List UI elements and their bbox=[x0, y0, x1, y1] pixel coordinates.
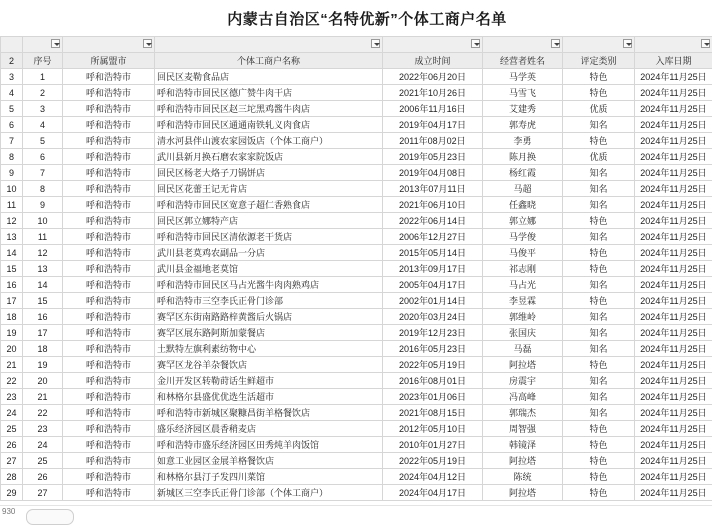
table-cell[interactable]: 呼和浩特市 bbox=[63, 213, 155, 229]
table-cell[interactable]: 17 bbox=[23, 325, 63, 341]
row-header[interactable]: 17 bbox=[1, 293, 23, 309]
table-row[interactable] bbox=[1, 421, 712, 437]
table-cell[interactable]: 2016年05月23日 bbox=[383, 341, 483, 357]
table-row[interactable] bbox=[1, 373, 712, 389]
table-cell[interactable]: 马雪飞 bbox=[483, 85, 563, 101]
table-cell[interactable]: 祁志刚 bbox=[483, 261, 563, 277]
table-cell[interactable]: 知名 bbox=[563, 229, 635, 245]
row-header[interactable]: 15 bbox=[1, 261, 23, 277]
table-cell[interactable]: 知名 bbox=[563, 181, 635, 197]
table-cell[interactable]: 呼和浩特市回民区清依源老干货店 bbox=[155, 229, 383, 245]
table-cell[interactable]: 2020年03月24日 bbox=[383, 309, 483, 325]
table-cell[interactable]: 和林格尔县汀子发四川菜馆 bbox=[155, 469, 383, 485]
table-cell[interactable]: 呼和浩特市 bbox=[63, 469, 155, 485]
table-cell[interactable]: 阿拉塔 bbox=[483, 453, 563, 469]
table-cell[interactable]: 特色 bbox=[563, 485, 635, 501]
row-header[interactable]: 5 bbox=[1, 101, 23, 117]
table-cell[interactable]: 优质 bbox=[563, 149, 635, 165]
table-cell[interactable]: 19 bbox=[23, 357, 63, 373]
table-cell[interactable]: 2024年11月25日 bbox=[635, 117, 712, 133]
table-row[interactable] bbox=[1, 149, 712, 165]
column-header: 入库日期 bbox=[635, 53, 712, 69]
table-cell[interactable]: 新城区三空李氏正骨门诊部（个体工商户） bbox=[155, 485, 383, 501]
table-cell[interactable]: 知名 bbox=[563, 405, 635, 421]
table-row[interactable] bbox=[1, 293, 712, 309]
table-cell[interactable]: 呼和浩特市回民区马占光酱牛肉肉熟鸡店 bbox=[155, 277, 383, 293]
table-cell[interactable]: 呼和浩特市 bbox=[63, 421, 155, 437]
sheet-tab-label[interactable]: 930 bbox=[2, 507, 16, 516]
page-title: 内蒙古自治区“名特优新”个体工商户名单 bbox=[227, 10, 507, 28]
table-cell[interactable]: 陈月换 bbox=[483, 149, 563, 165]
table-row[interactable] bbox=[1, 165, 712, 181]
table-row[interactable] bbox=[1, 469, 712, 485]
filter-cell[interactable] bbox=[483, 37, 563, 53]
table-cell[interactable]: 24 bbox=[23, 437, 63, 453]
filter-dropdown-icon[interactable] bbox=[551, 39, 560, 48]
table-cell[interactable]: 2024年11月25日 bbox=[635, 469, 712, 485]
table-cell[interactable]: 2019年12月23日 bbox=[383, 325, 483, 341]
table-cell[interactable]: 特色 bbox=[563, 293, 635, 309]
table-cell[interactable]: 2019年05月23日 bbox=[383, 149, 483, 165]
table-cell[interactable]: 呼和浩特市 bbox=[63, 277, 155, 293]
table-cell[interactable]: 9 bbox=[23, 197, 63, 213]
row-header[interactable]: 16 bbox=[1, 277, 23, 293]
table-cell[interactable]: 盛乐经济园区晨香稍麦店 bbox=[155, 421, 383, 437]
table-cell[interactable]: 2024年11月25日 bbox=[635, 149, 712, 165]
table-cell[interactable]: 呼和浩特市新城区聚糠昌街羊格餐饮店 bbox=[155, 405, 383, 421]
table-cell[interactable]: 特色 bbox=[563, 357, 635, 373]
table-cell[interactable]: 2022年05月19日 bbox=[383, 357, 483, 373]
table-cell[interactable]: 2024年11月25日 bbox=[635, 341, 712, 357]
column-header: 成立时间 bbox=[383, 53, 483, 69]
table-cell[interactable]: 呼和浩特市 bbox=[63, 261, 155, 277]
sheet-footer bbox=[0, 505, 712, 526]
table-cell[interactable]: 2002年01月14日 bbox=[383, 293, 483, 309]
row-header[interactable]: 19 bbox=[1, 325, 23, 341]
table-cell[interactable]: 26 bbox=[23, 469, 63, 485]
table-cell[interactable]: 呼和浩特市 bbox=[63, 149, 155, 165]
table-row[interactable] bbox=[1, 437, 712, 453]
table-cell[interactable]: 18 bbox=[23, 341, 63, 357]
table-cell[interactable]: 2012年05月10日 bbox=[383, 421, 483, 437]
table-cell[interactable]: 呼和浩特市三空李氏正骨门诊部 bbox=[155, 293, 383, 309]
table-cell[interactable]: 马超 bbox=[483, 181, 563, 197]
table-cell[interactable]: 郭瑞杰 bbox=[483, 405, 563, 421]
table-cell[interactable]: 呼和浩特市 bbox=[63, 389, 155, 405]
table-cell[interactable]: 呼和浩特市 bbox=[63, 485, 155, 501]
table-cell[interactable]: 呼和浩特市 bbox=[63, 309, 155, 325]
filter-cell[interactable] bbox=[383, 37, 483, 53]
table-cell[interactable]: 2024年11月25日 bbox=[635, 229, 712, 245]
table-cell[interactable]: 特色 bbox=[563, 261, 635, 277]
row-header[interactable]: 18 bbox=[1, 309, 23, 325]
row-header[interactable]: 14 bbox=[1, 245, 23, 261]
table-cell[interactable]: 2016年08月01日 bbox=[383, 373, 483, 389]
table-cell[interactable]: 27 bbox=[23, 485, 63, 501]
table-cell[interactable]: 20 bbox=[23, 373, 63, 389]
table-cell[interactable]: 16 bbox=[23, 309, 63, 325]
row-header[interactable]: 24 bbox=[1, 405, 23, 421]
table-cell[interactable]: 6 bbox=[23, 149, 63, 165]
filter-dropdown-icon[interactable] bbox=[623, 39, 632, 48]
column-header: 经营者姓名 bbox=[483, 53, 563, 69]
table-cell[interactable]: 2019年04月08日 bbox=[383, 165, 483, 181]
row-header[interactable]: 3 bbox=[1, 69, 23, 85]
table-cell[interactable]: 马占光 bbox=[483, 277, 563, 293]
table-cell[interactable]: 10 bbox=[23, 213, 63, 229]
filter-cell[interactable] bbox=[563, 37, 635, 53]
table-cell[interactable]: 2011年08月02日 bbox=[383, 133, 483, 149]
table-cell[interactable]: 知名 bbox=[563, 165, 635, 181]
row-header[interactable]: 10 bbox=[1, 181, 23, 197]
table-row[interactable] bbox=[1, 309, 712, 325]
table-cell[interactable]: 李昱霖 bbox=[483, 293, 563, 309]
table-cell[interactable]: 呼和浩特市 bbox=[63, 357, 155, 373]
table-cell[interactable]: 呼和浩特市 bbox=[63, 165, 155, 181]
row-header[interactable]: 21 bbox=[1, 357, 23, 373]
table-cell[interactable]: 22 bbox=[23, 405, 63, 421]
column-header: 评定类别 bbox=[563, 53, 635, 69]
table-cell[interactable]: 2013年07月11日 bbox=[383, 181, 483, 197]
title-row bbox=[0, 0, 712, 36]
table-cell[interactable]: 呼和浩特市回民区宽意子超仁香熟食店 bbox=[155, 197, 383, 213]
table-cell[interactable]: 呼和浩特市盛乐经济园区田秀炖羊肉饭馆 bbox=[155, 437, 383, 453]
table-cell[interactable]: 呼和浩特市 bbox=[63, 341, 155, 357]
table-cell[interactable]: 2024年11月25日 bbox=[635, 197, 712, 213]
table-row[interactable] bbox=[1, 277, 712, 293]
table-cell[interactable]: 2006年12月27日 bbox=[383, 229, 483, 245]
row-header[interactable]: 13 bbox=[1, 229, 23, 245]
table-cell[interactable]: 14 bbox=[23, 277, 63, 293]
filter-dropdown-icon[interactable] bbox=[143, 39, 152, 48]
table-cell[interactable]: 25 bbox=[23, 453, 63, 469]
filter-row bbox=[1, 37, 712, 53]
table-row[interactable] bbox=[1, 357, 712, 373]
table-cell[interactable]: 房震宇 bbox=[483, 373, 563, 389]
table-cell[interactable]: 2013年09月17日 bbox=[383, 261, 483, 277]
table-cell[interactable]: 7 bbox=[23, 165, 63, 181]
table-cell[interactable]: 呼和浩特市 bbox=[63, 197, 155, 213]
table-cell[interactable]: 4 bbox=[23, 117, 63, 133]
table-cell[interactable]: 知名 bbox=[563, 325, 635, 341]
table-cell[interactable]: 武川县新月换石磨农家家院饭店 bbox=[155, 149, 383, 165]
table-cell[interactable]: 2024年04月12日 bbox=[383, 469, 483, 485]
column-header: 所属盟市 bbox=[63, 53, 155, 69]
table-cell[interactable]: 马磊 bbox=[483, 341, 563, 357]
table-cell[interactable]: 赛罕区展东路阿斯加蒙餐店 bbox=[155, 325, 383, 341]
table-cell[interactable]: 呼和浩特市 bbox=[63, 117, 155, 133]
row-header[interactable]: 12 bbox=[1, 213, 23, 229]
table-cell[interactable]: 呼和浩特市 bbox=[63, 293, 155, 309]
row-header[interactable]: 20 bbox=[1, 341, 23, 357]
filter-cell[interactable] bbox=[155, 37, 383, 53]
table-cell[interactable]: 2005年04月17日 bbox=[383, 277, 483, 293]
table-cell[interactable]: 13 bbox=[23, 261, 63, 277]
table-cell[interactable]: 2021年10月26日 bbox=[383, 85, 483, 101]
table-cell[interactable]: 回民区杨老大烙子刀锅饼店 bbox=[155, 165, 383, 181]
table-cell[interactable]: 2024年11月25日 bbox=[635, 357, 712, 373]
table-cell[interactable]: 回民区麦勒食品店 bbox=[155, 69, 383, 85]
table-cell[interactable]: 15 bbox=[23, 293, 63, 309]
table-cell[interactable]: 优质 bbox=[563, 101, 635, 117]
table-cell[interactable]: 马学俊 bbox=[483, 229, 563, 245]
table-cell[interactable]: 呼和浩特市 bbox=[63, 101, 155, 117]
table-cell[interactable]: 呼和浩特市回民区德广赞牛肉干店 bbox=[155, 85, 383, 101]
table-cell[interactable]: 知名 bbox=[563, 341, 635, 357]
table-cell[interactable]: 郭寿虎 bbox=[483, 117, 563, 133]
table-cell[interactable]: 2024年11月25日 bbox=[635, 405, 712, 421]
table-cell[interactable]: 回民区花蕾王记无肯店 bbox=[155, 181, 383, 197]
table-cell[interactable]: 2024年11月25日 bbox=[635, 437, 712, 453]
table-cell[interactable]: 金川开发区转勒莳话生鲜超市 bbox=[155, 373, 383, 389]
column-header: 个体工商户名称 bbox=[155, 53, 383, 69]
table-cell[interactable]: 和林格尔县盛优优选生活超市 bbox=[155, 389, 383, 405]
table-cell[interactable]: 杨红霞 bbox=[483, 165, 563, 181]
table-cell[interactable]: 知名 bbox=[563, 277, 635, 293]
table-row[interactable] bbox=[1, 229, 712, 245]
table-cell[interactable]: 12 bbox=[23, 245, 63, 261]
filter-dropdown-icon[interactable] bbox=[371, 39, 380, 48]
table-row[interactable] bbox=[1, 341, 712, 357]
table-cell[interactable]: 特色 bbox=[563, 437, 635, 453]
table-cell[interactable]: 2015年05月14日 bbox=[383, 245, 483, 261]
table-cell[interactable]: 知名 bbox=[563, 197, 635, 213]
filter-dropdown-icon[interactable] bbox=[471, 39, 480, 48]
row-header[interactable]: 2 bbox=[1, 53, 23, 69]
row-header[interactable]: 23 bbox=[1, 389, 23, 405]
table-cell[interactable]: 特色 bbox=[563, 85, 635, 101]
table-cell[interactable]: 知名 bbox=[563, 373, 635, 389]
table-cell[interactable]: 2024年11月25日 bbox=[635, 373, 712, 389]
table-cell[interactable]: 特色 bbox=[563, 213, 635, 229]
table-cell[interactable]: 2022年05月19日 bbox=[383, 453, 483, 469]
table-cell[interactable]: 2024年11月25日 bbox=[635, 389, 712, 405]
table-cell[interactable]: 李勇 bbox=[483, 133, 563, 149]
table-cell[interactable]: 3 bbox=[23, 101, 63, 117]
table-row[interactable] bbox=[1, 389, 712, 405]
sheet-tab[interactable] bbox=[26, 509, 74, 525]
row-header[interactable]: 6 bbox=[1, 117, 23, 133]
row-header[interactable]: 26 bbox=[1, 437, 23, 453]
table-cell[interactable]: 呼和浩特市 bbox=[63, 181, 155, 197]
table-cell[interactable]: 阿拉塔 bbox=[483, 485, 563, 501]
table-cell[interactable]: 2024年11月25日 bbox=[635, 245, 712, 261]
table-cell[interactable]: 郭立娜 bbox=[483, 213, 563, 229]
table-cell[interactable]: 呼和浩特市 bbox=[63, 69, 155, 85]
row-header[interactable]: 9 bbox=[1, 165, 23, 181]
table-cell[interactable]: 阿拉塔 bbox=[483, 357, 563, 373]
table-cell[interactable]: 特色 bbox=[563, 245, 635, 261]
row-header[interactable]: 29 bbox=[1, 485, 23, 501]
table-cell[interactable]: 知名 bbox=[563, 309, 635, 325]
table-cell[interactable]: 2024年11月25日 bbox=[635, 101, 712, 117]
table-cell[interactable]: 周智强 bbox=[483, 421, 563, 437]
table-row[interactable] bbox=[1, 325, 712, 341]
table-cell[interactable]: 2024年11月25日 bbox=[635, 213, 712, 229]
table-cell[interactable]: 任鑫晓 bbox=[483, 197, 563, 213]
filter-cell[interactable] bbox=[635, 37, 712, 53]
table-cell[interactable]: 21 bbox=[23, 389, 63, 405]
table-cell[interactable]: 知名 bbox=[563, 117, 635, 133]
table-cell[interactable]: 如意工业园区金展羊格餐饮店 bbox=[155, 453, 383, 469]
table-header-row bbox=[1, 53, 712, 69]
table-cell[interactable]: 2024年11月25日 bbox=[635, 133, 712, 149]
table-row[interactable] bbox=[1, 405, 712, 421]
row-header[interactable]: 25 bbox=[1, 421, 23, 437]
table-cell[interactable]: 2019年04月17日 bbox=[383, 117, 483, 133]
table-cell[interactable]: 艾建秀 bbox=[483, 101, 563, 117]
row-header[interactable]: 4 bbox=[1, 85, 23, 101]
table-cell[interactable]: 呼和浩特市 bbox=[63, 405, 155, 421]
row-header[interactable]: 11 bbox=[1, 197, 23, 213]
table-cell[interactable]: 2024年11月25日 bbox=[635, 181, 712, 197]
table-cell[interactable]: 2024年11月25日 bbox=[635, 261, 712, 277]
table-cell[interactable]: 冯高峰 bbox=[483, 389, 563, 405]
table-cell[interactable]: 2024年11月25日 bbox=[635, 421, 712, 437]
table-cell[interactable]: 2006年11月16日 bbox=[383, 101, 483, 117]
filter-cell[interactable] bbox=[23, 37, 63, 53]
table-cell[interactable]: 2024年11月25日 bbox=[635, 69, 712, 85]
table-cell[interactable]: 特色 bbox=[563, 469, 635, 485]
table-cell[interactable]: 2024年11月25日 bbox=[635, 309, 712, 325]
table-cell[interactable]: 呼和浩特市 bbox=[63, 453, 155, 469]
table-row[interactable] bbox=[1, 197, 712, 213]
table-cell[interactable]: 2010年01月27日 bbox=[383, 437, 483, 453]
table-row[interactable] bbox=[1, 453, 712, 469]
table-cell[interactable]: 呼和浩特市 bbox=[63, 85, 155, 101]
table-row[interactable] bbox=[1, 69, 712, 85]
column-header: 序号 bbox=[23, 53, 63, 69]
table-cell[interactable]: 呼和浩特市 bbox=[63, 437, 155, 453]
table-cell[interactable]: 陈统 bbox=[483, 469, 563, 485]
table-cell[interactable]: 呼和浩特市 bbox=[63, 229, 155, 245]
table-cell[interactable]: 土默特左旗利素纺物中心 bbox=[155, 341, 383, 357]
table-cell[interactable]: 知名 bbox=[563, 389, 635, 405]
table-row[interactable] bbox=[1, 133, 712, 149]
table-cell[interactable]: 特色 bbox=[563, 133, 635, 149]
row-header[interactable]: 27 bbox=[1, 453, 23, 469]
table-cell[interactable]: 2024年11月25日 bbox=[635, 85, 712, 101]
table-cell[interactable]: 2023年01月06日 bbox=[383, 389, 483, 405]
table-cell[interactable]: 2 bbox=[23, 85, 63, 101]
table-cell[interactable]: 2022年06月20日 bbox=[383, 69, 483, 85]
table-cell[interactable]: 23 bbox=[23, 421, 63, 437]
table-row[interactable] bbox=[1, 101, 712, 117]
table-cell[interactable]: 8 bbox=[23, 181, 63, 197]
table-cell[interactable]: 呼和浩特市 bbox=[63, 245, 155, 261]
row-header[interactable]: 7 bbox=[1, 133, 23, 149]
table-cell[interactable]: 11 bbox=[23, 229, 63, 245]
table-row[interactable] bbox=[1, 181, 712, 197]
data-table bbox=[0, 36, 712, 501]
table-row[interactable] bbox=[1, 245, 712, 261]
table-cell[interactable]: 马学英 bbox=[483, 69, 563, 85]
table-row[interactable] bbox=[1, 213, 712, 229]
table-cell[interactable]: 2024年11月25日 bbox=[635, 325, 712, 341]
table-cell[interactable]: 2022年06月14日 bbox=[383, 213, 483, 229]
table-cell[interactable]: 特色 bbox=[563, 69, 635, 85]
table-row[interactable] bbox=[1, 85, 712, 101]
table-row[interactable] bbox=[1, 261, 712, 277]
table-cell[interactable]: 2021年08月15日 bbox=[383, 405, 483, 421]
table-cell[interactable]: 张国庆 bbox=[483, 325, 563, 341]
filter-dropdown-icon[interactable] bbox=[51, 39, 60, 48]
table-cell[interactable]: 韩镜泽 bbox=[483, 437, 563, 453]
filter-dropdown-icon[interactable] bbox=[701, 39, 710, 48]
filter-cell[interactable] bbox=[63, 37, 155, 53]
table-cell[interactable]: 2024年11月25日 bbox=[635, 485, 712, 501]
table-cell[interactable]: 清水河县伴山渡农家园饭店（个体工商户） bbox=[155, 133, 383, 149]
table-cell[interactable]: 特色 bbox=[563, 421, 635, 437]
table-cell[interactable]: 2021年06月10日 bbox=[383, 197, 483, 213]
row-header[interactable]: 8 bbox=[1, 149, 23, 165]
table-cell[interactable]: 呼和浩特市回民区赵三坨黑鸡酱牛肉店 bbox=[155, 101, 383, 117]
table-cell[interactable]: 1 bbox=[23, 69, 63, 85]
row-header bbox=[1, 37, 23, 53]
table-cell[interactable]: 2024年11月25日 bbox=[635, 277, 712, 293]
table-row[interactable] bbox=[1, 117, 712, 133]
table-cell[interactable]: 2024年11月25日 bbox=[635, 453, 712, 469]
row-header[interactable]: 22 bbox=[1, 373, 23, 389]
table-cell[interactable]: 2024年04月17日 bbox=[383, 485, 483, 501]
table-cell[interactable]: 武川县金福地老莫馆 bbox=[155, 261, 383, 277]
table-cell[interactable]: 马俊平 bbox=[483, 245, 563, 261]
table-cell[interactable]: 2024年11月25日 bbox=[635, 165, 712, 181]
table-cell[interactable]: 呼和浩特市回民区通通南铁轧义肉食店 bbox=[155, 117, 383, 133]
table-cell[interactable]: 5 bbox=[23, 133, 63, 149]
table-row[interactable] bbox=[1, 485, 712, 501]
table-cell[interactable]: 回民区郭立娜特产店 bbox=[155, 213, 383, 229]
table-cell[interactable]: 呼和浩特市 bbox=[63, 133, 155, 149]
table-cell[interactable]: 特色 bbox=[563, 453, 635, 469]
table-cell[interactable]: 赛罕区东街南路路梓黄酱后火锅店 bbox=[155, 309, 383, 325]
table-cell[interactable]: 呼和浩特市 bbox=[63, 373, 155, 389]
row-header[interactable]: 28 bbox=[1, 469, 23, 485]
table-cell[interactable]: 2024年11月25日 bbox=[635, 293, 712, 309]
table-cell[interactable]: 赛罕区龙谷羊杂餐饮店 bbox=[155, 357, 383, 373]
table-cell[interactable]: 呼和浩特市 bbox=[63, 325, 155, 341]
table-cell[interactable]: 郭维岭 bbox=[483, 309, 563, 325]
table-cell[interactable]: 武川县老莫鸡农副品一分店 bbox=[155, 245, 383, 261]
